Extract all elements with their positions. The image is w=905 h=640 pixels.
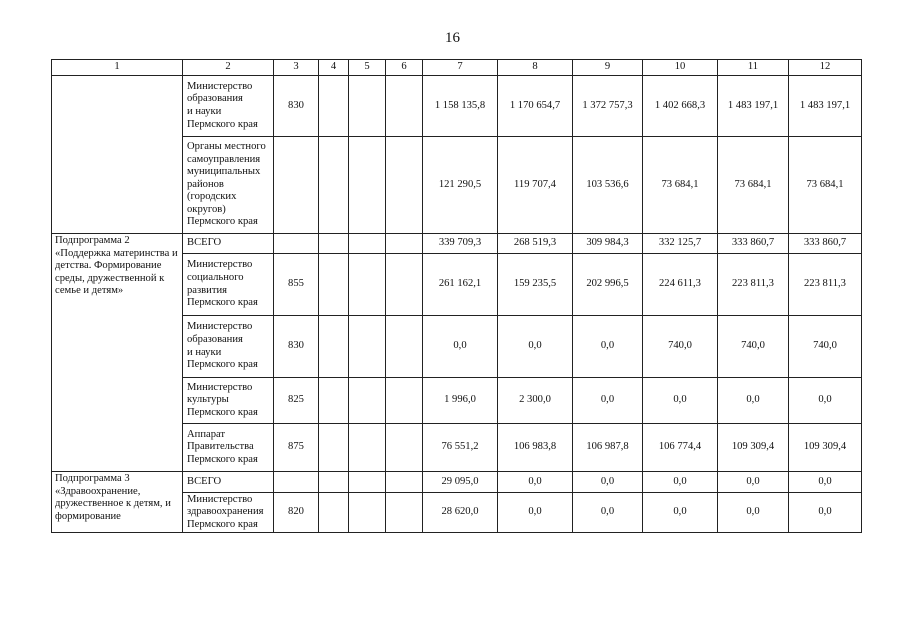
organization-cell: Министерство культуры Пермского края: [183, 378, 274, 424]
column-header: 11: [718, 60, 789, 76]
empty-cell-4: [319, 316, 349, 378]
organization-cell: Министерство образования и науки Пермского края: [183, 76, 274, 137]
value-cell: 740,0: [643, 316, 718, 378]
value-cell: 76 551,2: [423, 424, 498, 472]
value-cell: 1 483 197,1: [789, 76, 862, 137]
value-cell: 106 774,4: [643, 424, 718, 472]
empty-cell-4: [319, 472, 349, 493]
value-cell: 202 996,5: [573, 254, 643, 316]
value-cell: 333 860,7: [718, 234, 789, 254]
value-cell: 1 483 197,1: [718, 76, 789, 137]
code-cell: 830: [274, 316, 319, 378]
value-cell: 73 684,1: [789, 137, 862, 234]
value-cell: 119 707,4: [498, 137, 573, 234]
code-cell: [274, 234, 319, 254]
value-cell: 2 300,0: [498, 378, 573, 424]
value-cell: 223 811,3: [718, 254, 789, 316]
subprogram-3-name: Подпрограмма 3 «Здравоохранение, дружественное к детям, и формирование: [52, 472, 183, 533]
empty-cell-5: [349, 472, 386, 493]
value-cell: 0,0: [498, 493, 573, 533]
empty-cell-6: [386, 378, 423, 424]
subprogram-cell-prev: [52, 76, 183, 234]
value-cell: 29 095,0: [423, 472, 498, 493]
empty-cell-6: [386, 137, 423, 234]
empty-cell-4: [319, 493, 349, 533]
empty-cell-6: [386, 234, 423, 254]
value-cell: 0,0: [498, 472, 573, 493]
value-cell: 109 309,4: [718, 424, 789, 472]
value-cell: 1 996,0: [423, 378, 498, 424]
value-cell: 73 684,1: [643, 137, 718, 234]
value-cell: 0,0: [498, 316, 573, 378]
value-cell: 0,0: [789, 378, 862, 424]
empty-cell-4: [319, 137, 349, 234]
empty-cell-4: [319, 234, 349, 254]
organization-cell: Органы местного самоуправления муниципальных районов (городских округов) Пермского края: [183, 137, 274, 234]
value-cell: 0,0: [573, 378, 643, 424]
organization-cell: ВСЕГО: [183, 472, 274, 493]
value-cell: 0,0: [789, 472, 862, 493]
value-cell: 0,0: [643, 472, 718, 493]
empty-cell-5: [349, 378, 386, 424]
value-cell: 268 519,3: [498, 234, 573, 254]
value-cell: 121 290,5: [423, 137, 498, 234]
value-cell: 1 402 668,3: [643, 76, 718, 137]
value-cell: 73 684,1: [718, 137, 789, 234]
column-header: 4: [319, 60, 349, 76]
column-header: 6: [386, 60, 423, 76]
value-cell: 0,0: [573, 316, 643, 378]
empty-cell-6: [386, 316, 423, 378]
organization-cell: Министерство здравоохранения Пермского края: [183, 493, 274, 533]
value-cell: 261 162,1: [423, 254, 498, 316]
value-cell: 106 983,8: [498, 424, 573, 472]
column-header: 3: [274, 60, 319, 76]
value-cell: 224 611,3: [643, 254, 718, 316]
empty-cell-6: [386, 76, 423, 137]
empty-cell-4: [319, 76, 349, 137]
value-cell: 1 372 757,3: [573, 76, 643, 137]
organization-cell: Министерство социального развития Пермского края: [183, 254, 274, 316]
value-cell: 109 309,4: [789, 424, 862, 472]
code-cell: [274, 472, 319, 493]
empty-cell-5: [349, 234, 386, 254]
code-cell: 875: [274, 424, 319, 472]
value-cell: 0,0: [718, 378, 789, 424]
empty-cell-5: [349, 254, 386, 316]
empty-cell-5: [349, 137, 386, 234]
value-cell: 1 158 135,8: [423, 76, 498, 137]
empty-cell-4: [319, 424, 349, 472]
value-cell: 0,0: [573, 472, 643, 493]
value-cell: 0,0: [643, 493, 718, 533]
value-cell: 332 125,7: [643, 234, 718, 254]
column-header: 2: [183, 60, 274, 76]
empty-cell-6: [386, 424, 423, 472]
page-number: 16: [445, 30, 460, 46]
value-cell: 740,0: [718, 316, 789, 378]
value-cell: 333 860,7: [789, 234, 862, 254]
table-row: [52, 234, 862, 254]
empty-cell-5: [349, 493, 386, 533]
empty-cell-5: [349, 316, 386, 378]
value-cell: 0,0: [643, 378, 718, 424]
column-header: 9: [573, 60, 643, 76]
column-header: 5: [349, 60, 386, 76]
table-row: [52, 76, 862, 137]
empty-cell-4: [319, 378, 349, 424]
subprogram-2-name: Подпрограмма 2 «Поддержка материнства и детства. Формирование среды, дружественной к семье и детям»: [52, 234, 183, 472]
organization-cell: ВСЕГО: [183, 234, 274, 254]
value-cell: 0,0: [573, 493, 643, 533]
table-row: [52, 472, 862, 493]
empty-cell-6: [386, 254, 423, 316]
empty-cell-6: [386, 493, 423, 533]
code-cell: [274, 137, 319, 234]
value-cell: 0,0: [718, 472, 789, 493]
column-header: 12: [789, 60, 862, 76]
header-row: [52, 60, 862, 76]
empty-cell-6: [386, 472, 423, 493]
value-cell: 339 709,3: [423, 234, 498, 254]
value-cell: 0,0: [423, 316, 498, 378]
column-header: 10: [643, 60, 718, 76]
column-header: 1: [52, 60, 183, 76]
organization-cell: Министерство образования и науки Пермского края: [183, 316, 274, 378]
empty-cell-5: [349, 424, 386, 472]
column-header: 7: [423, 60, 498, 76]
value-cell: 0,0: [789, 493, 862, 533]
organization-cell: Аппарат Правительства Пермского края: [183, 424, 274, 472]
code-cell: 825: [274, 378, 319, 424]
value-cell: 159 235,5: [498, 254, 573, 316]
budget-table: [51, 59, 862, 533]
column-header: 8: [498, 60, 573, 76]
code-cell: 830: [274, 76, 319, 137]
value-cell: 309 984,3: [573, 234, 643, 254]
value-cell: 28 620,0: [423, 493, 498, 533]
value-cell: 0,0: [718, 493, 789, 533]
value-cell: 106 987,8: [573, 424, 643, 472]
code-cell: 820: [274, 493, 319, 533]
empty-cell-5: [349, 76, 386, 137]
empty-cell-4: [319, 254, 349, 316]
value-cell: 1 170 654,7: [498, 76, 573, 137]
code-cell: 855: [274, 254, 319, 316]
value-cell: 223 811,3: [789, 254, 862, 316]
value-cell: 103 536,6: [573, 137, 643, 234]
value-cell: 740,0: [789, 316, 862, 378]
